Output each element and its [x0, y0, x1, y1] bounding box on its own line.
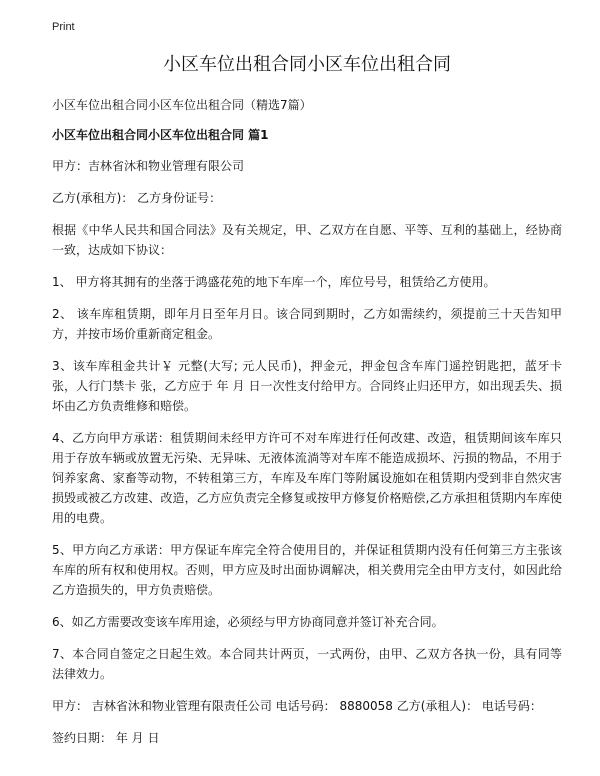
sign-date: 签约日期： 年 月 日	[52, 731, 160, 745]
intro-paragraph: 根据《中华人民共和国合同法》及有关规定，甲、乙双方在自愿、平等、互利的基础上，经协商一致，达成如下协议：	[52, 223, 562, 257]
contract-document	[52, 52, 562, 760]
clause-2: 2、 该车库租赁期，即年月日至年月日。该合同到期时，乙方如需续约，须提前三十天告知甲方，并按市场价重新商定租金。	[52, 307, 562, 341]
clause-1: 1、 甲方将其拥有的坐落于鸿盛花苑的地下车库一个，库位号号，租赁给乙方使用。	[52, 275, 496, 289]
clause-4: 4、乙方向甲方承诺：租赁期间未经甲方许可不对车库进行任何改建、改造，租赁期间该车库只用于存放车辆或放置无污染、无异味、无液体流淌等对车库不能造成损坏、污损的物品，不用于饲养家禽、家畜等动物，不转租第三方，车库及车库门等附属设施如在租赁期内受到非自然灾害损毁或被乙方改建、改造，乙方应负责完全修复或按甲方修复价格赔偿,乙方承担租赁期内车库使用的电费。	[52, 431, 562, 525]
document-title: 小区车位出租合同小区车位出租合同	[163, 54, 451, 75]
signature-line: 甲方： 吉林省沐和物业管理有限责任公司 电话号码： 8880058 乙方(承租人)： 电话号码：	[52, 699, 542, 713]
clause-6: 6、如乙方需要改变该车库用途，必须经与甲方协商同意并签订补充合同。	[52, 615, 444, 629]
clause-3: 3、该车库租金共计￥ 元整(大写; 元人民币)，押金元，押金包含车库门遥控钥匙把，蓝牙卡 张，人行门禁卡 张，乙方应于 年 月 日一次性支付给甲方。合同终止归还甲方，如出现丢失、损坏由乙方负责维修和赔偿。	[52, 359, 562, 413]
clause-5: 5、甲方向乙方承诺：甲方保证车库完全符合使用目的，并保证租赁期内没有任何第三方主张该车库的所有权和使用权。否则，甲方应及时出面协调解决，相关费用完全由甲方支付，如因此给乙方造损失的，甲方负责赔偿。	[52, 543, 562, 597]
section-title: 小区车位出租合同小区车位出租合同 篇1	[52, 128, 269, 142]
print-link[interactable]: Print	[52, 21, 75, 33]
clause-7: 7、本合同自签定之日起生效。本合同共计两页，一式两份，由甲、乙双方各执一份，具有同等法律效力。	[52, 647, 562, 681]
party-b: 乙方(承租方)： 乙方身份证号：	[52, 191, 222, 205]
document-subtitle: 小区车位出租合同小区车位出租合同（精选7篇）	[52, 98, 312, 112]
party-a: 甲方：吉林省沐和物业管理有限公司	[52, 159, 245, 173]
